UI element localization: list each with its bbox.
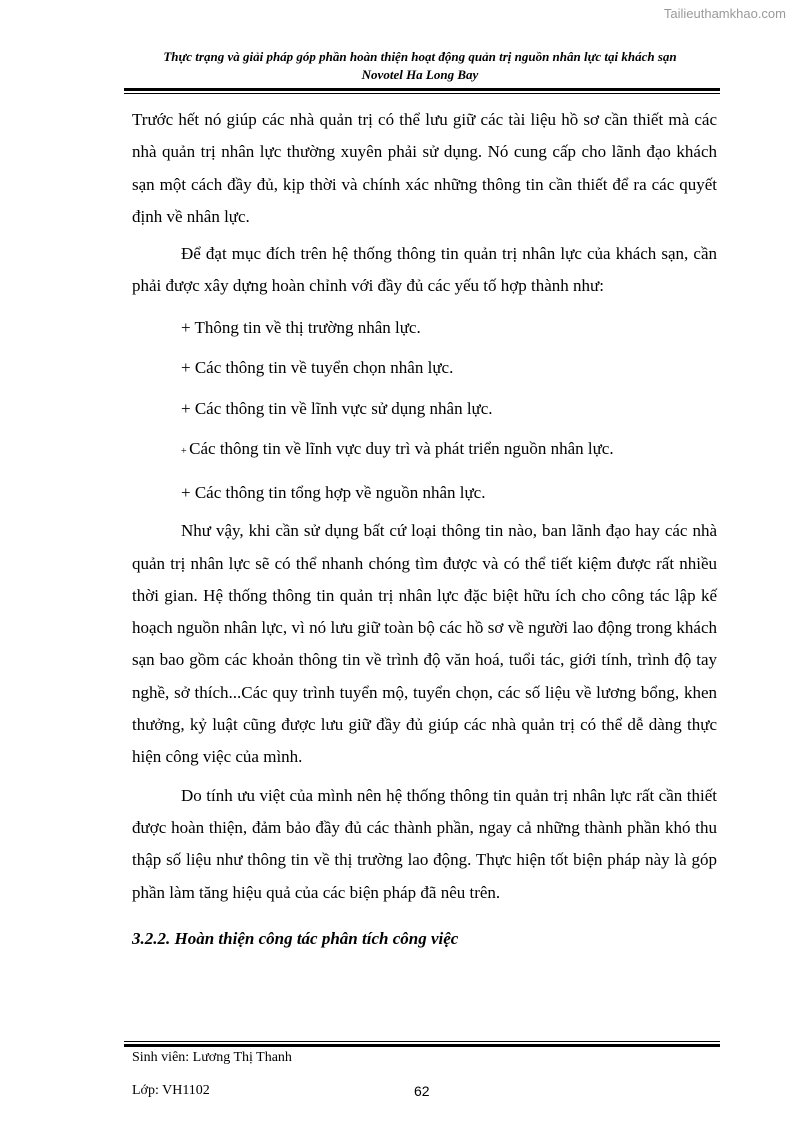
list-item: [132, 348, 717, 389]
footer-divider-thin: [124, 1041, 720, 1042]
info-list: [132, 308, 717, 514]
list-bullet: +: [181, 398, 195, 418]
header-divider-thick: [124, 88, 720, 91]
list-item-text: Thông tin về thị trường nhân lực.: [194, 317, 421, 337]
list-item: [132, 429, 717, 473]
list-item-text: Các thông tin về lĩnh vực duy trì và phát triển nguồn nhân lực.: [189, 439, 614, 459]
list-item: [132, 389, 717, 430]
running-header: [120, 48, 720, 84]
section-heading: 3.2.2. Hoàn thiện công tác phân tích công việc: [132, 928, 459, 948]
list-bullet: +: [181, 482, 195, 502]
header-line-1: Thực trạng và giải pháp góp phần hoàn thiện hoạt động quản trị nguồn nhân lực tại khách sạn: [163, 49, 677, 64]
list-item: [132, 308, 717, 349]
list-item-text: Các thông tin về lĩnh vực sử dụng nhân lực.: [194, 398, 493, 418]
paragraph-1: Trước hết nó giúp các nhà quản trị có thể lưu giữ các tài liệu hồ sơ cần thiết mà các nhà quản trị nhân lực thường xuyên phải sử dụng. Nó cung cấp cho lãnh đạo khách sạn một cách đầy đủ, kịp thời và chính xác những thông tin cần thiết để ra các quyết định về nhân lực.: [132, 110, 717, 226]
list-bullet: +: [181, 317, 195, 337]
footer-student-name: Sinh viên: Lương Thị Thanh: [132, 1050, 292, 1065]
footer-divider-thick: [124, 1044, 720, 1047]
watermark: Tailieuthamkhao.com: [663, 6, 786, 21]
header-divider-thin: [124, 93, 720, 94]
list-item-text: Các thông tin tổng hợp về nguồn nhân lực.: [194, 482, 486, 502]
page-body: [132, 104, 717, 955]
page-number: 62: [414, 1083, 430, 1099]
paragraph-4: Do tính ưu việt của mình nên hệ thống thông tin quản trị nhân lực rất cần thiết được hoàn thiện, đảm bảo đầy đủ các thành phần, ngay cả những thành phần khó thu thập số liệu như thông tin về thị trường lao động. Thực hiện tốt biện pháp này là góp phần làm tăng hiệu quả của các biện pháp đã nêu trên.: [132, 785, 717, 902]
list-bullet: +: [181, 358, 195, 378]
footer-class: Lớp: VH1102: [132, 1083, 210, 1098]
list-item-text: Các thông tin về tuyển chọn nhân lực.: [194, 358, 454, 378]
list-bullet: +: [181, 446, 190, 458]
paragraph-3: Như vậy, khi cần sử dụng bất cứ loại thông tin nào, ban lãnh đạo hay các nhà quản trị nhân lực sẽ có thể nhanh chóng tìm được và có thể tiết kiệm được rất nhiều thời gian. Hệ thống thông tin quản trị nhân lực đặc biệt hữu ích cho công tác lập kế hoạch nguồn nhân lực, vì nó lưu giữ toàn bộ các hồ sơ về người lao động trong khách sạn bao gồm các khoản thông tin về trình độ văn hoá, tuổi tác, giới tính, trình độ tay nghề, sở thích...Các quy trình tuyển mộ, tuyển chọn, các số liệu về lương bổng, khen thưởng, kỷ luật cũng được lưu giữ đầy đủ giúp các nhà quản trị có thể dễ dàng thực hiện công việc của mình.: [132, 521, 717, 767]
paragraph-2: Để đạt mục đích trên hệ thống thông tin quản trị nhân lực của khách sạn, cần phải được xây dựng hoàn chỉnh với đầy đủ các yếu tố hợp thành như:: [132, 244, 717, 296]
header-line-2: Novotel Ha Long Bay: [361, 67, 479, 82]
list-item: [132, 473, 717, 514]
